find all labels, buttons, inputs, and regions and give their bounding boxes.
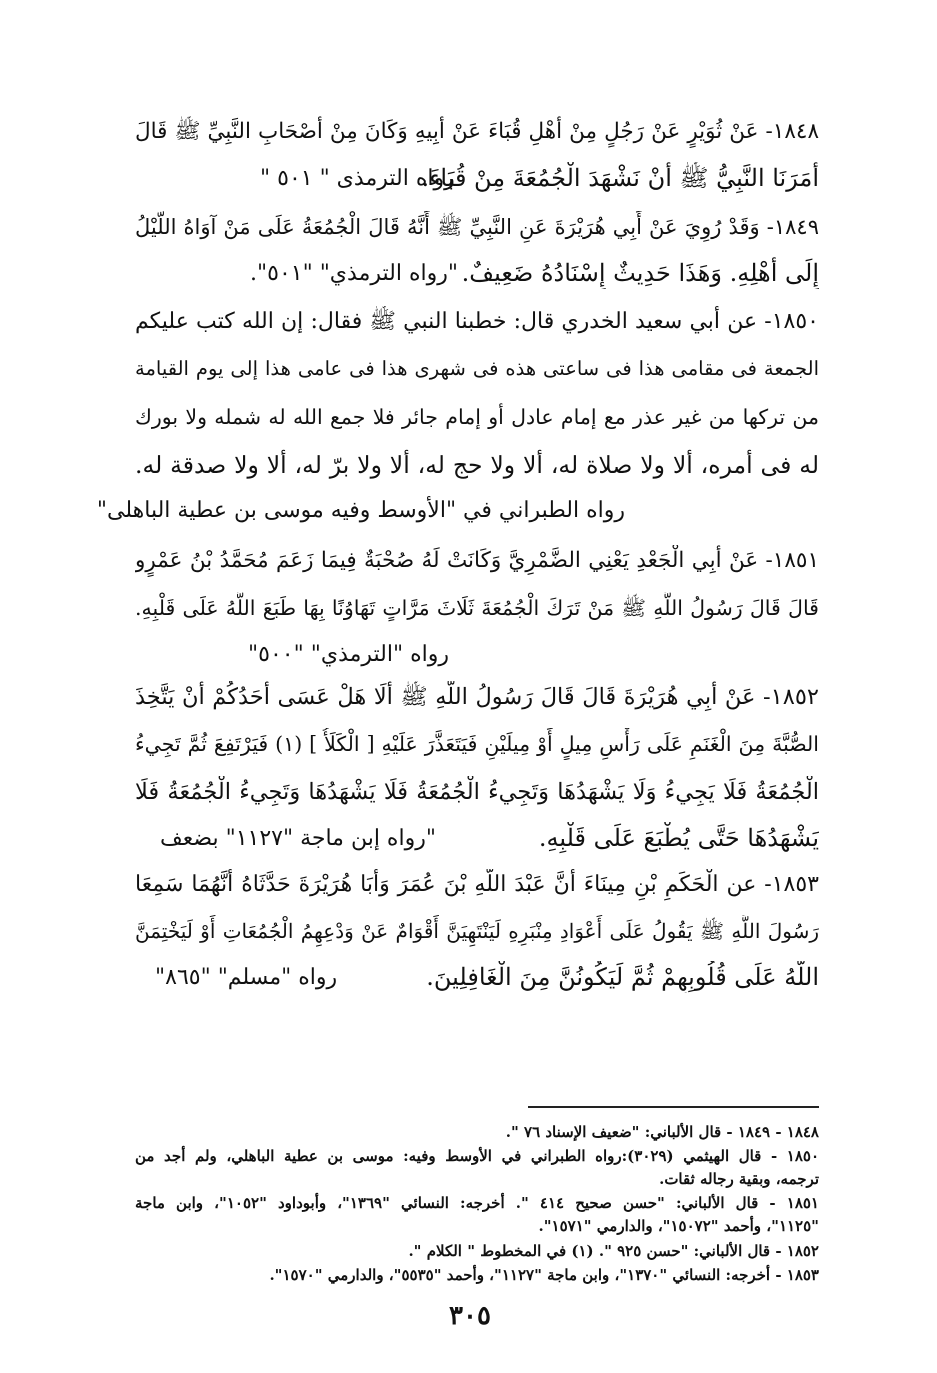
hadith-1851-line-1: ١٨٥١- عَنْ أَبِي الْجَعْدِ يَعْنِي الضَّمْرِيَّ وَكَانَتْ لَهُ صُحْبَةٌ فِيمَا زَعَمَ مُحَمَّدُ بْنُ عَمْرٍو	[135, 548, 819, 573]
hadith-1852-source: "رواه إبن ماجة "١١٢٧" بضعف	[160, 826, 436, 851]
footnote-1851-line-2: "١١٢٥"، وأحمد "١٥٠٧٢"، والدارمي "١٥٧١".	[538, 1217, 819, 1235]
hadith-1853-line-2: رَسُولَ اللَّهِ ﷺ يَقُولُ عَلَى أَعْوَادِ مِنْبَرِهِ لَيَنْتَهِيَنَّ أَقْوَامٌ عَنْ وَدْعِهِمُ الْجُمُعَاتِ أَوْ لَيَخْتِمَنَّ	[135, 919, 819, 943]
footnote-1850-line-2: ترجمه، وبقية رجاله ثقات.	[659, 1170, 819, 1188]
footnote-separator	[528, 1106, 819, 1108]
hadith-1850-line-3: من تركها من غير عذر مع إمام عادل أو إمام جائر فلا جمع الله له شمله ولا بورك	[135, 405, 819, 429]
hadith-1853-source: رواه "مسلم" "٨٦٥"	[155, 965, 338, 990]
hadith-1851-line-2: قَالَ قَالَ رَسُولُ اللَّهِ ﷺ مَنْ تَرَكَ الْجُمُعَةَ ثَلَاثَ مَرَّاتٍ تَهَاوُنًا بِهَا طَبَعَ اللَّهُ عَلَى قَلْبِهِ.	[135, 596, 819, 620]
hadith-1849-source: "رواه الترمذي" "٥٠١".	[250, 261, 458, 286]
footnote-1853: ١٨٥٣ - أخرجه: النسائي "١٣٧٠"، وابن ماجة "١١٢٧"، وأحمد "٥٥٣٥"، والدارمي "١٥٧٠".	[269, 1266, 819, 1284]
footnote-1848-1849: ١٨٤٨ - ١٨٤٩ - قال الألباني: "ضعيف الإسناد ٧٦ ".	[505, 1123, 819, 1141]
hadith-1851-source: رواه "الترمذي" "٥٠٠"	[248, 642, 449, 667]
hadith-1850-line-2: الجمعة فى مقامى هذا فى ساعتى هذه فى شهرى هذا فى عامى هذا إلى يوم القيامة	[135, 357, 819, 380]
hadith-1850-source: رواه الطبراني في "الأوسط وفيه موسى بن عطية الباهلى"	[96, 498, 625, 523]
hadith-1849-line-2: إِلَى أَهْلِهِ. وَهَذَا حَدِيثٌ إِسْنَادُهُ ضَعِيفٌ.	[461, 259, 819, 287]
footnote-1852: ١٨٥٢ - قال الألباني: "حسن ٩٢٥ ". (١) في المخطوط " الكلام ".	[408, 1242, 819, 1260]
page-number: ٣٠٥	[449, 1301, 491, 1331]
hadith-1848-source: رواه الترمذى " ٥٠١ "	[260, 166, 455, 191]
hadith-1850-line-1: ١٨٥٠- عن أبي سعيد الخدري قال: خطبنا النبي ﷺ فقال: إن الله كتب عليكم	[135, 309, 819, 334]
hadith-1852-line-3: الْجُمُعَةُ فَلَا يَجِيءُ وَلَا يَشْهَدُهَا وَتَجِيءُ الْجُمُعَةُ فَلَا يَشْهَدُهَا وَتَجِيءُ الْجُمُعَةُ فَلَا	[135, 779, 819, 805]
footnote-1851-line-1: ١٨٥١ - قال الألباني: "حسن صحيح ٤١٤ ". أخرجه: النسائي "١٣٦٩"، وأبوداود "١٠٥٢"، وابن ماجة	[135, 1194, 819, 1212]
hadith-1852-line-4: يَشْهَدُهَا حَتَّى يُطْبَعَ عَلَى قَلْبِهِ.	[538, 824, 819, 852]
hadith-1849-line-1: ١٨٤٩- وَقَدْ رُوِيَ عَنْ أَبِي هُرَيْرَةَ عَنِ النَّبِيِّ ﷺ أَنَّهُ قَالَ الْجُمُعَةُ عَلَى مَنْ آوَاهُ اللَّيْلُ	[135, 215, 819, 239]
footnote-1850-line-1: ١٨٥٠ - قال الهيثمي (٣٠٢٩):رواه الطبراني في الأوسط وفيه: موسى بن عطية الباهلي، ولم أجد من	[135, 1147, 819, 1165]
hadith-1852-line-1: ١٨٥٢- عَنْ أَبِي هُرَيْرَةَ قَالَ قَالَ رَسُولُ اللَّهِ ﷺ أَلَا هَلْ عَسَى أَحَدُكُمْ أَنْ يَتَّخِذَ	[135, 684, 819, 710]
hadith-1852-line-2: الصُّبَّةَ مِنَ الْغَنَمِ عَلَى رَأْسِ مِيلٍ أَوْ مِيلَيْنِ فَيَتَعَذَّرَ عَلَيْهِ [ الْكَلَأُ ] (١) فَيَرْتَفِعَ ثُمَّ تَجِيءُ	[135, 732, 819, 756]
hadith-1848-line-2: أَمَرَنَا النَّبِيُّ ﷺ أَنْ نَشْهَدَ الْجُمُعَةَ مِنْ قُبَاءَ.	[421, 164, 819, 192]
hadith-1850-line-4: له فى أمره، ألا ولا صلاة له، ألا ولا حج له، ألا ولا برّ له، ألا ولا صدقة له.	[135, 451, 819, 479]
hadith-1853-line-3: اللَّهُ عَلَى قُلُوبِهِمْ ثُمَّ لَيَكُونُنَّ مِنَ الْغَافِلِينَ.	[426, 963, 819, 991]
hadith-1848-line-1: ١٨٤٨- عَنْ ثُوَيْرٍ عَنْ رَجُلٍ مِنْ أَهْلِ قُبَاءَ عَنْ أَبِيهِ وَكَانَ مِنْ أَصْحَابِ النَّبِيِّ ﷺ قَالَ	[135, 119, 819, 144]
hadith-1853-line-1: ١٨٥٣- عن الْحَكَمِ بْنِ مِينَاءَ أَنَّ عَبْدَ اللَّهِ بْنَ عُمَرَ وَأَبَا هُرَيْرَةَ حَدَّثَاهُ أَنَّهُمَا سَمِعَا	[135, 872, 819, 897]
